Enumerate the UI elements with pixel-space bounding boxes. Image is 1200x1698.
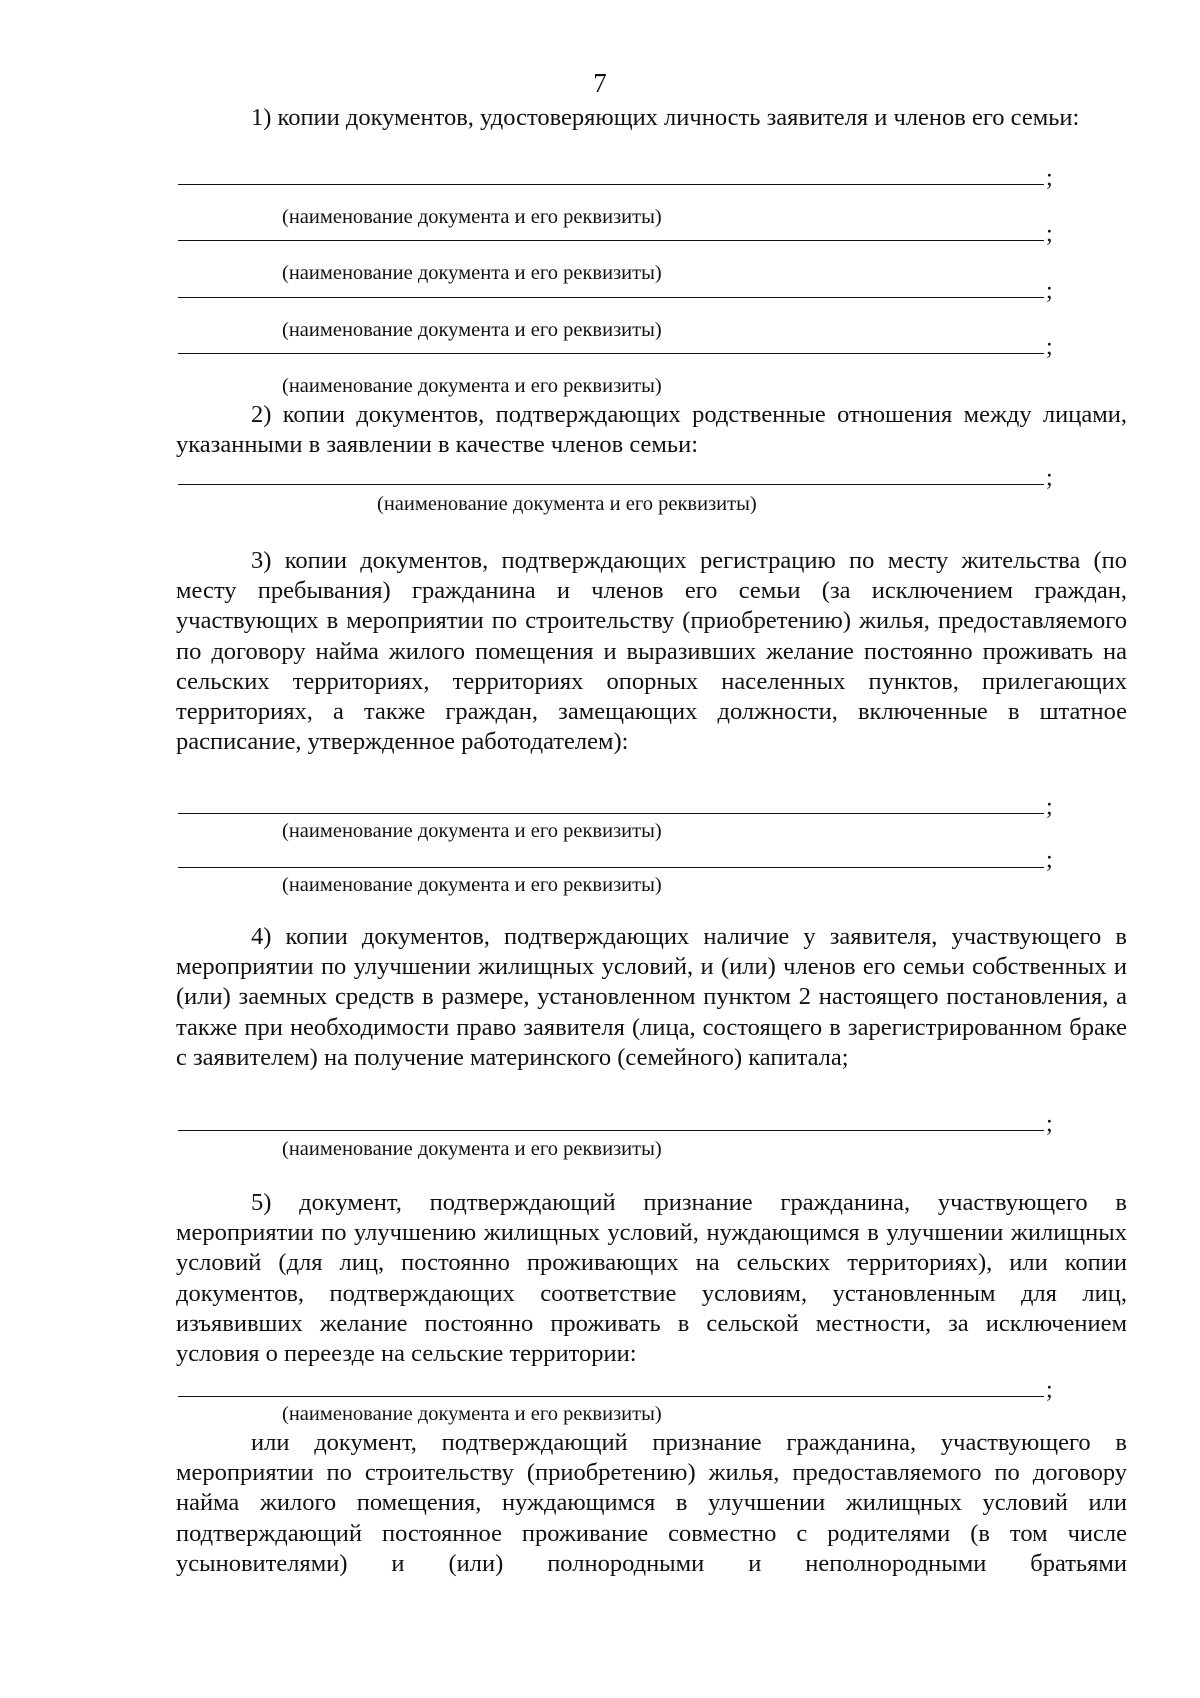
blank-line bbox=[178, 867, 1044, 868]
blank-caption: (наименование документа и его реквизиты) bbox=[282, 1403, 662, 1425]
semicolon: ; bbox=[1046, 334, 1053, 360]
blank-line bbox=[178, 1130, 1044, 1131]
blank-caption: (наименование документа и его реквизиты) bbox=[282, 874, 662, 896]
page-number: 7 bbox=[593, 68, 607, 98]
blank-caption: (наименование документа и его реквизиты) bbox=[282, 375, 662, 397]
semicolon: ; bbox=[1046, 221, 1053, 247]
semicolon: ; bbox=[1046, 847, 1053, 873]
blank-caption: (наименование документа и его реквизиты) bbox=[282, 262, 662, 284]
blank-caption: (наименование документа и его реквизиты) bbox=[282, 1138, 662, 1160]
blank-line bbox=[178, 184, 1044, 185]
item-2-text: 2) копии документов, подтверждающих родственные отношения между лицами, указанными в заявлении в качестве членов семьи: bbox=[176, 401, 1127, 459]
item-1-text: 1) копии документов, удостоверяющих личность заявителя и членов его семьи: bbox=[251, 104, 1080, 131]
semicolon: ; bbox=[1046, 165, 1053, 191]
blank-line bbox=[178, 240, 1044, 241]
blank-line bbox=[178, 353, 1044, 354]
semicolon: ; bbox=[1046, 278, 1053, 304]
semicolon: ; bbox=[1046, 794, 1053, 820]
blank-line bbox=[178, 484, 1044, 485]
semicolon: ; bbox=[1046, 1111, 1053, 1137]
blank-caption: (наименование документа и его реквизиты) bbox=[282, 319, 662, 341]
blank-caption: (наименование документа и его реквизиты) bbox=[377, 493, 757, 515]
blank-line bbox=[178, 813, 1044, 814]
item-4-text: 4) копии документов, подтверждающих наличие у заявителя, участвующего в мероприятии по улучшении жилищных условий, и (или) членов его семьи собственных и (или) заемных средств в размере, установленном пунктом 2 настоящего постановления, а также при необходимости право заявителя (лица, состоящего в зарегистрированном браке с заявителем) на получение материнского (семейного) капитала; bbox=[176, 923, 1127, 1071]
item-5-alt-text: или документ, подтверждающий признание гражданина, участвующего в мероприятии по строительству (приобретению) жилья, предоставляемого по договору найма жилого помещения, нуждающимся в улучшении жилищных условий или подтверждающий постоянное проживание совместно с родителями (в том числе усыновителями) и (или) полнородными и неполнородными братьями bbox=[176, 1429, 1127, 1577]
item-5-text: 5) документ, подтверждающий признание гражданина, участвующего в мероприятии по улучшению жилищных условий, нуждающимся в улучшении жилищных условий (для лиц, постоянно проживающих на сельских территориях), или копии документов, подтверждающих соответствие условиям, установленным для лиц, изъявивших желание постоянно проживать в сельской местности, за исключением условия о переезде на сельские территории: bbox=[176, 1189, 1127, 1368]
blank-caption: (наименование документа и его реквизиты) bbox=[282, 820, 662, 842]
blank-line bbox=[178, 297, 1044, 298]
blank-line bbox=[178, 1396, 1044, 1397]
blank-caption: (наименование документа и его реквизиты) bbox=[282, 206, 662, 228]
semicolon: ; bbox=[1046, 1377, 1053, 1403]
semicolon: ; bbox=[1046, 465, 1053, 491]
item-3-text: 3) копии документов, подтверждающих регистрацию по месту жительства (по месту пребывания) гражданина и членов его семьи (за исключением граждан, участвующих в мероприятии по строительству (приобретению) жилья, предоставляемого по договору найма жилого помещения и выразивших желание постоянно проживать на сельских территориях, территориях опорных населенных пунктов, прилегающих территориях, а также граждан, замещающих должности, включенные в штатное расписание, утвержденное работодателем): bbox=[176, 547, 1127, 756]
